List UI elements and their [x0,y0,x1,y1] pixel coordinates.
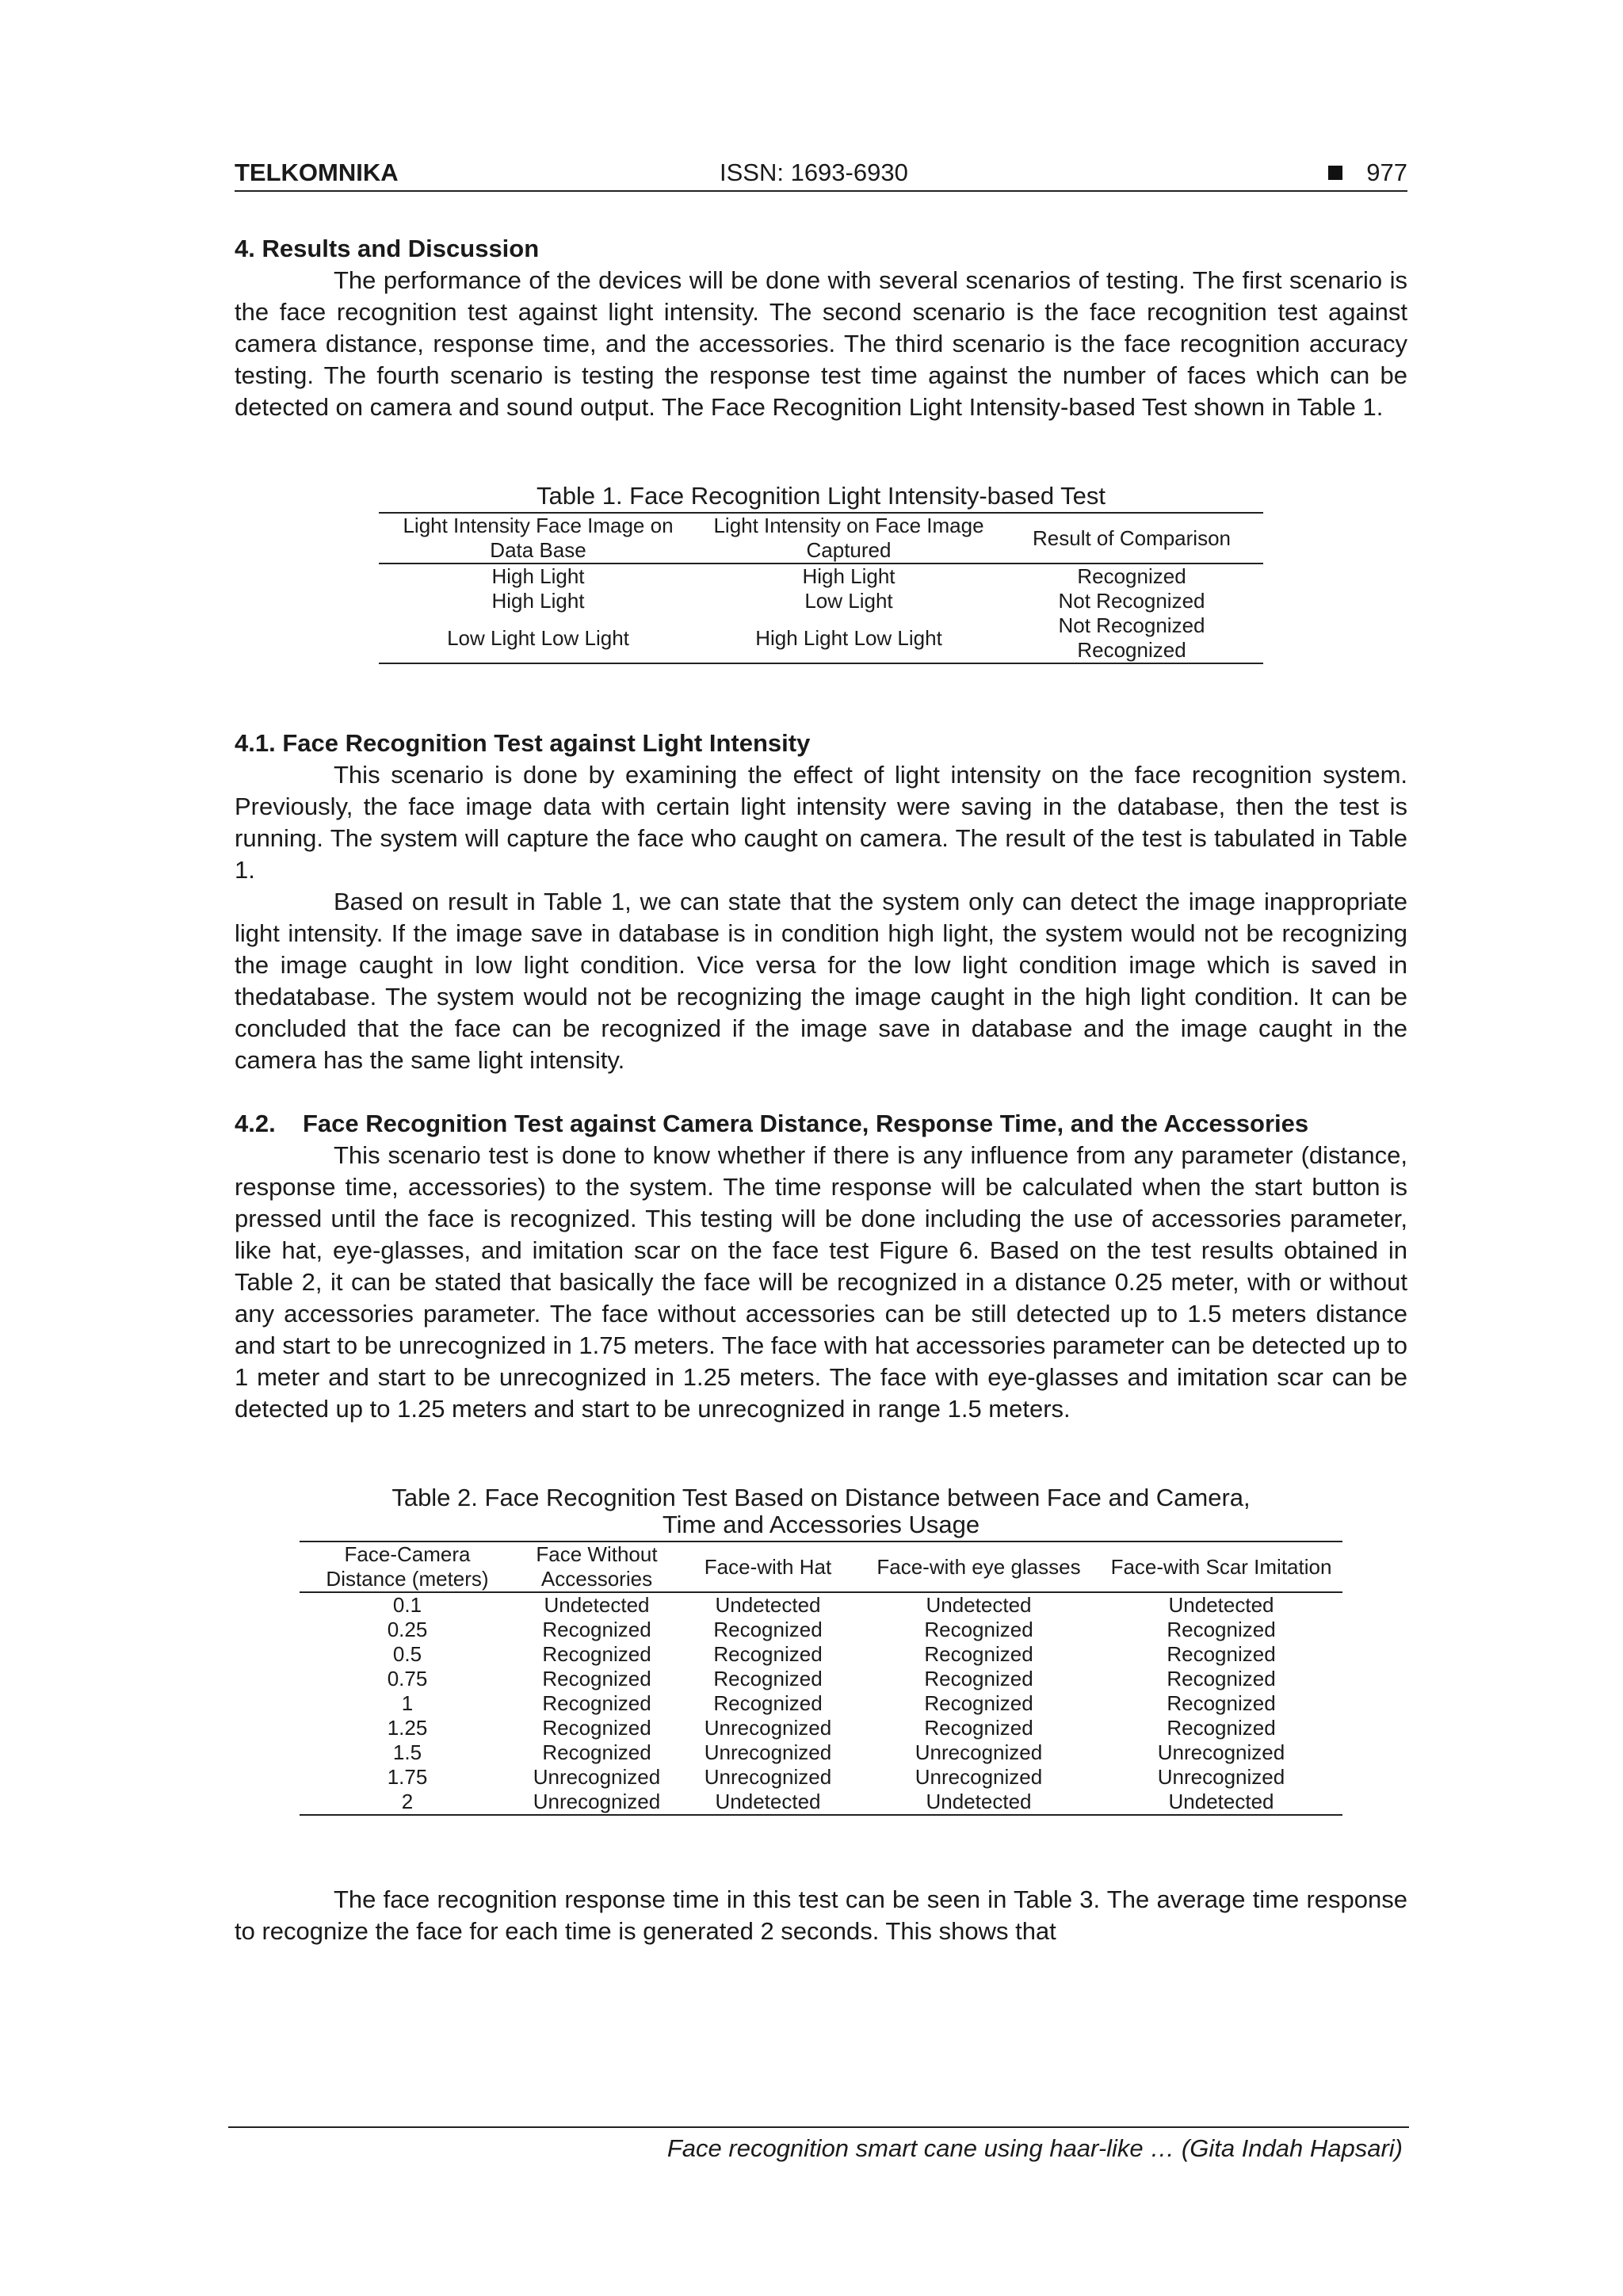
table-cell: Unrecognized [1157,1765,1285,1789]
table-cell: Unrecognized [1157,1740,1285,1764]
table-cell: Not Recognized [1058,589,1205,613]
table-cell: 0.75 [387,1667,428,1690]
running-header [235,159,1407,192]
table-cell: Unrecognized [915,1740,1043,1764]
table-1-caption: Table 1. Face Recognition Light Intensity-based Test [536,482,1106,510]
table-2-header-cell: Face-with Hat [678,1541,857,1592]
table-cell: High Light [491,589,585,613]
section-4-2-title: Face Recognition Test against Camera Distance, Response Time, and the Accessories [303,1110,1309,1137]
table-cell: Recognized [713,1667,823,1690]
table-2-header-cell: Face Without Accessories [515,1541,678,1592]
table-1-header-cell: Light Intensity Face Image on Data Base [379,513,697,563]
table-cell: Not Recognized Recognized [1000,613,1263,663]
section-4-2-number: 4.2. [235,1110,276,1137]
running-footer [228,2126,1409,2163]
table-2-row [300,1592,1342,1618]
table-2-row [300,1618,1342,1642]
section-4-2-paragraph: This scenario test is done to know whether if there is any influence from any parameter (distance, response time, accessories) to the system. The time response will be calculated when the start button is pressed until the face is recognized. This testing will be done including the use of accessories parameter, like hat, eye-glasses, and imitation scar on the face test Figure 6. Based on the test results obtained in Table 2, it can be stated that basically the face will be recognized in a distance 0.25 meter, with or without any accessories parameter. The face without accessories can be still detected up to 1.5 meters distance and start to be unrecognized in 1.75 meters. The face with hat accessories parameter can be detected up to 1 meter and start to be unrecognized in 1.25 meters. The face with eye-glasses and imitation scar can be detected up to 1.25 meters and start to be unrecognized in range 1.5 meters. [235,1141,1407,1423]
section-4-heading: 4. Results and Discussion [235,235,540,262]
page-number-group [1328,159,1407,187]
square-bullet-icon [1328,166,1342,180]
table-2-row [300,1667,1342,1691]
table-cell: Recognized [542,1667,651,1690]
table-cell: Recognized [542,1618,651,1641]
table-cell: Unrecognized [515,1790,678,1815]
section-4-1-heading: 4.1. Face Recognition Test against Light Intensity [235,729,811,757]
table-cell: Unrecognized [915,1765,1043,1789]
table-cell: 0.1 [392,1593,422,1617]
table-cell: Recognized [713,1642,823,1666]
table-cell: Recognized [713,1691,823,1715]
table-cell: High Light [491,564,585,588]
table-cell: Recognized [924,1667,1033,1690]
table-cell: Low Light Low Light [379,613,697,663]
table-cell: Recognized [1167,1691,1276,1715]
section-4-1-paragraph-1: This scenario is done by examining the effect of light intensity on the face recognition system. Previously, the face image data with certain light intensity were saving in the database, then the test is running. The system will capture the face who caught on camera. The result of the test is tabulated in Table 1. [235,761,1407,884]
table-2-row [300,1716,1342,1740]
table-1-row [379,613,1263,663]
table-1-row [379,563,1263,589]
table-cell: 0.25 [387,1618,428,1641]
table-1-header-cell: Result of Comparison [1000,513,1263,563]
table-cell: Recognized [1167,1716,1276,1740]
table-cell: Recognized [1167,1642,1276,1666]
table-cell: Recognized [713,1618,823,1641]
table-cell: Recognized [542,1691,651,1715]
page-number: 977 [1366,159,1407,186]
table-2-header-cell: Face-with Scar Imitation [1100,1541,1342,1592]
table-2-body [300,1592,1342,1815]
closing-paragraph: The face recognition response time in this test can be seen in Table 3. The average time response to recognize the face for each time is generated 2 seconds. This shows that [235,1885,1407,1945]
table-cell: Unrecognized [704,1765,832,1789]
table-cell: Unrecognized [533,1765,661,1789]
table-cell: 1 [401,1691,414,1715]
page-content [235,159,1407,1947]
table-cell: 1.25 [387,1716,428,1740]
section-4-paragraph: The performance of the devices will be done with several scenarios of testing. The first scenario is the face recognition test against light intensity. The second scenario is the face recognition test against camera distance, response time, and the accessories. The third scenario is the face recognition accuracy testing. The fourth scenario is testing the response test time against the number of faces which can be detected on camera and sound output. The Face Recognition Light Intensity-based Test shown in Table 1. [235,266,1407,421]
table-2-header-row [300,1541,1342,1592]
table-cell: Undetected [715,1593,821,1617]
footer-citation: Face recognition smart cane using haar-like … (Gita Indah Hapsari) [666,2134,1403,2162]
table-cell: Recognized [924,1716,1033,1740]
table-1-header-row [379,513,1263,563]
table-cell: Undetected [926,1593,1032,1617]
table-cell: High Light [802,564,896,588]
table-2-row [300,1642,1342,1667]
table-2 [300,1541,1342,1816]
table-1-block [235,480,1407,664]
issn: ISSN: 1693-6930 [720,159,908,186]
table-cell: Undetected [678,1790,857,1815]
table-1 [379,512,1263,664]
table-cell: Recognized [542,1642,651,1666]
table-cell: Recognized [1167,1618,1276,1641]
table-2-caption-line-1: Table 2. Face Recognition Test Based on Distance between Face and Camera, [391,1484,1251,1511]
table-2-row [300,1740,1342,1765]
table-2-block [235,1482,1407,1816]
table-cell: Undetected [1168,1593,1274,1617]
table-cell: 1.5 [392,1740,422,1764]
table-2-row [300,1790,1342,1815]
table-1-header-cell: Light Intensity on Face Image Captured [697,513,1000,563]
table-1-body [379,563,1263,663]
section-4-1-paragraph-2: Based on result in Table 1, we can state that the system only can detect the image inappropriate light intensity. If the image save in database is in condition high light, the system would not be recognizing the image caught in low light condition. Vice versa for the low light condition image which is saved in thedatabase. The system would not be recognizing the image caught in the high light condition. It can be concluded that the face can be recognized if the image save in database and the image caught in the camera has the same light intensity. [235,888,1407,1074]
table-cell: Undetected [544,1593,650,1617]
table-cell: Recognized [542,1716,651,1740]
table-1-row [379,589,1263,613]
table-cell: Undetected [1100,1790,1342,1815]
table-2-row [300,1691,1342,1716]
table-cell: Recognized [1077,564,1186,588]
table-cell: 0.5 [392,1642,422,1666]
table-2-row [300,1765,1342,1790]
table-cell: Unrecognized [704,1740,832,1764]
table-cell: Recognized [1167,1667,1276,1690]
table-cell: 1.75 [387,1765,428,1789]
table-cell: Recognized [924,1618,1033,1641]
table-cell: Recognized [924,1642,1033,1666]
table-cell: Low Light [804,589,893,613]
table-cell: 2 [300,1790,515,1815]
table-2-header-cell: Face-Camera Distance (meters) [300,1541,515,1592]
table-cell: Recognized [924,1691,1033,1715]
section-4-2-heading [235,1108,1407,1140]
table-cell: High Light Low Light [697,613,1000,663]
journal-name: TELKOMNIKA [235,159,399,186]
table-2-caption-line-2: Time and Accessories Usage [662,1511,980,1538]
table-cell: Recognized [542,1740,651,1764]
table-2-header-cell: Face-with eye glasses [857,1541,1100,1592]
table-cell: Undetected [857,1790,1100,1815]
table-cell: Unrecognized [704,1716,832,1740]
